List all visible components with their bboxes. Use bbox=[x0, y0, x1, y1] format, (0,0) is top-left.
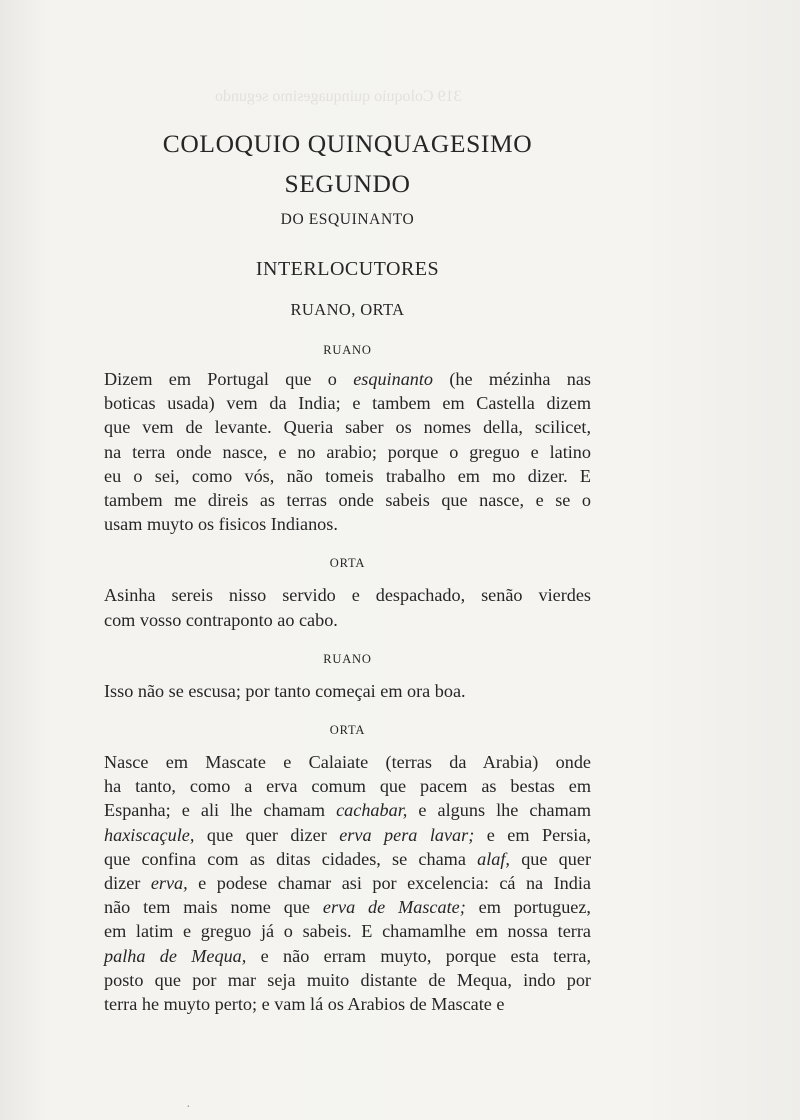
italic-term: erva de Mascate; bbox=[322, 897, 466, 918]
dialogue-paragraph bbox=[104, 367, 591, 536]
italic-term: erva, bbox=[150, 873, 188, 894]
page-speck: · bbox=[186, 1100, 191, 1115]
text-line: em latim e greguo já o sabeis. E chamamlhe em nossa terra bbox=[104, 921, 591, 942]
text-line: ha tanto, como a erva comum que pacem as bestas em bbox=[104, 776, 591, 797]
italic-term: erva pera lavar; bbox=[339, 824, 475, 845]
text-line: Dizem em Portugal que o esquinanto (he mézinha nas bbox=[104, 369, 592, 389]
italic-term: alaf, bbox=[477, 848, 510, 869]
text-line: que confina com as ditas cidades, se chama alaf, que quer bbox=[104, 848, 591, 869]
dialogue bbox=[104, 340, 591, 1016]
text-line: que vem de levante. Queria saber os nomes della, scilicet, bbox=[104, 417, 591, 438]
chapter-title: COLOQUIO QUINQUAGESIMO SEGUNDO bbox=[162, 129, 533, 198]
italic-term: haxiscaçule, bbox=[104, 824, 195, 845]
text-line: Asinha sereis nisso servido e despachado, senão vierdes bbox=[104, 585, 591, 606]
text-line: palha de Mequa, e não erram muyto, porque esta terra, bbox=[104, 945, 592, 966]
text-line: Nasce em Mascate e Calaiate (terras da Arabia) onde bbox=[104, 752, 591, 773]
text-column bbox=[104, 124, 591, 1016]
text-line: dizer erva, e podese chamar asi por excelencia: cá na India bbox=[104, 873, 591, 894]
speaker-label: RUANO bbox=[323, 651, 372, 666]
text-line: posto que por mar seja muito distante de Mequa, indo por bbox=[104, 969, 591, 990]
dialogue-paragraph bbox=[104, 750, 591, 1016]
interlocutors-heading: INTERLOCUTORES bbox=[255, 258, 440, 280]
dialogue-paragraph bbox=[104, 583, 591, 631]
text-line: terra he muyto perto; e vam lá os Arabios de Mascate e bbox=[104, 994, 505, 1015]
chapter-subtitle: DO ESQUINANTO bbox=[280, 211, 415, 228]
text-line: com vosso contraponto ao cabo. bbox=[104, 609, 338, 630]
text-line: na terra onde nasce, e no arabio; porque o greguo e latino bbox=[104, 441, 591, 462]
text-line: haxiscaçule, que quer dizer erva pera lavar; e em Persia, bbox=[104, 824, 591, 845]
text-line: boticas usada) vem da India; e tambem em Castella dizem bbox=[104, 393, 591, 414]
interlocutors-list: RUANO, ORTA bbox=[290, 300, 405, 319]
speaker-label: ORTA bbox=[329, 556, 366, 571]
text-line: Isso não se escusa; por tanto começai em ora boa. bbox=[104, 680, 466, 701]
speaker-label: ORTA bbox=[329, 723, 366, 738]
text-line: tambem me direis as terras onde sabeis que nasce, e se o bbox=[104, 490, 591, 511]
italic-term: palha de Mequa, bbox=[104, 945, 247, 966]
text-line: Espanha; e ali lhe chamam cachabar, e alguns lhe chamam bbox=[104, 800, 591, 821]
bleed-through-text: 319 Coloquio quinquagesimo segundo bbox=[215, 88, 462, 105]
italic-term: esquinanto bbox=[353, 369, 434, 389]
text-line: não tem mais nome que erva de Mascate; em portuguez, bbox=[104, 897, 591, 918]
speaker-label: RUANO bbox=[323, 343, 372, 357]
text-line: eu o sei, como vós, não tomeis trabalho em mo dizer. E bbox=[104, 465, 591, 486]
dialogue-paragraph bbox=[104, 679, 591, 703]
italic-term: cachabar, bbox=[336, 800, 408, 821]
text-line: usam muyto os fisicos Indianos. bbox=[104, 514, 338, 535]
